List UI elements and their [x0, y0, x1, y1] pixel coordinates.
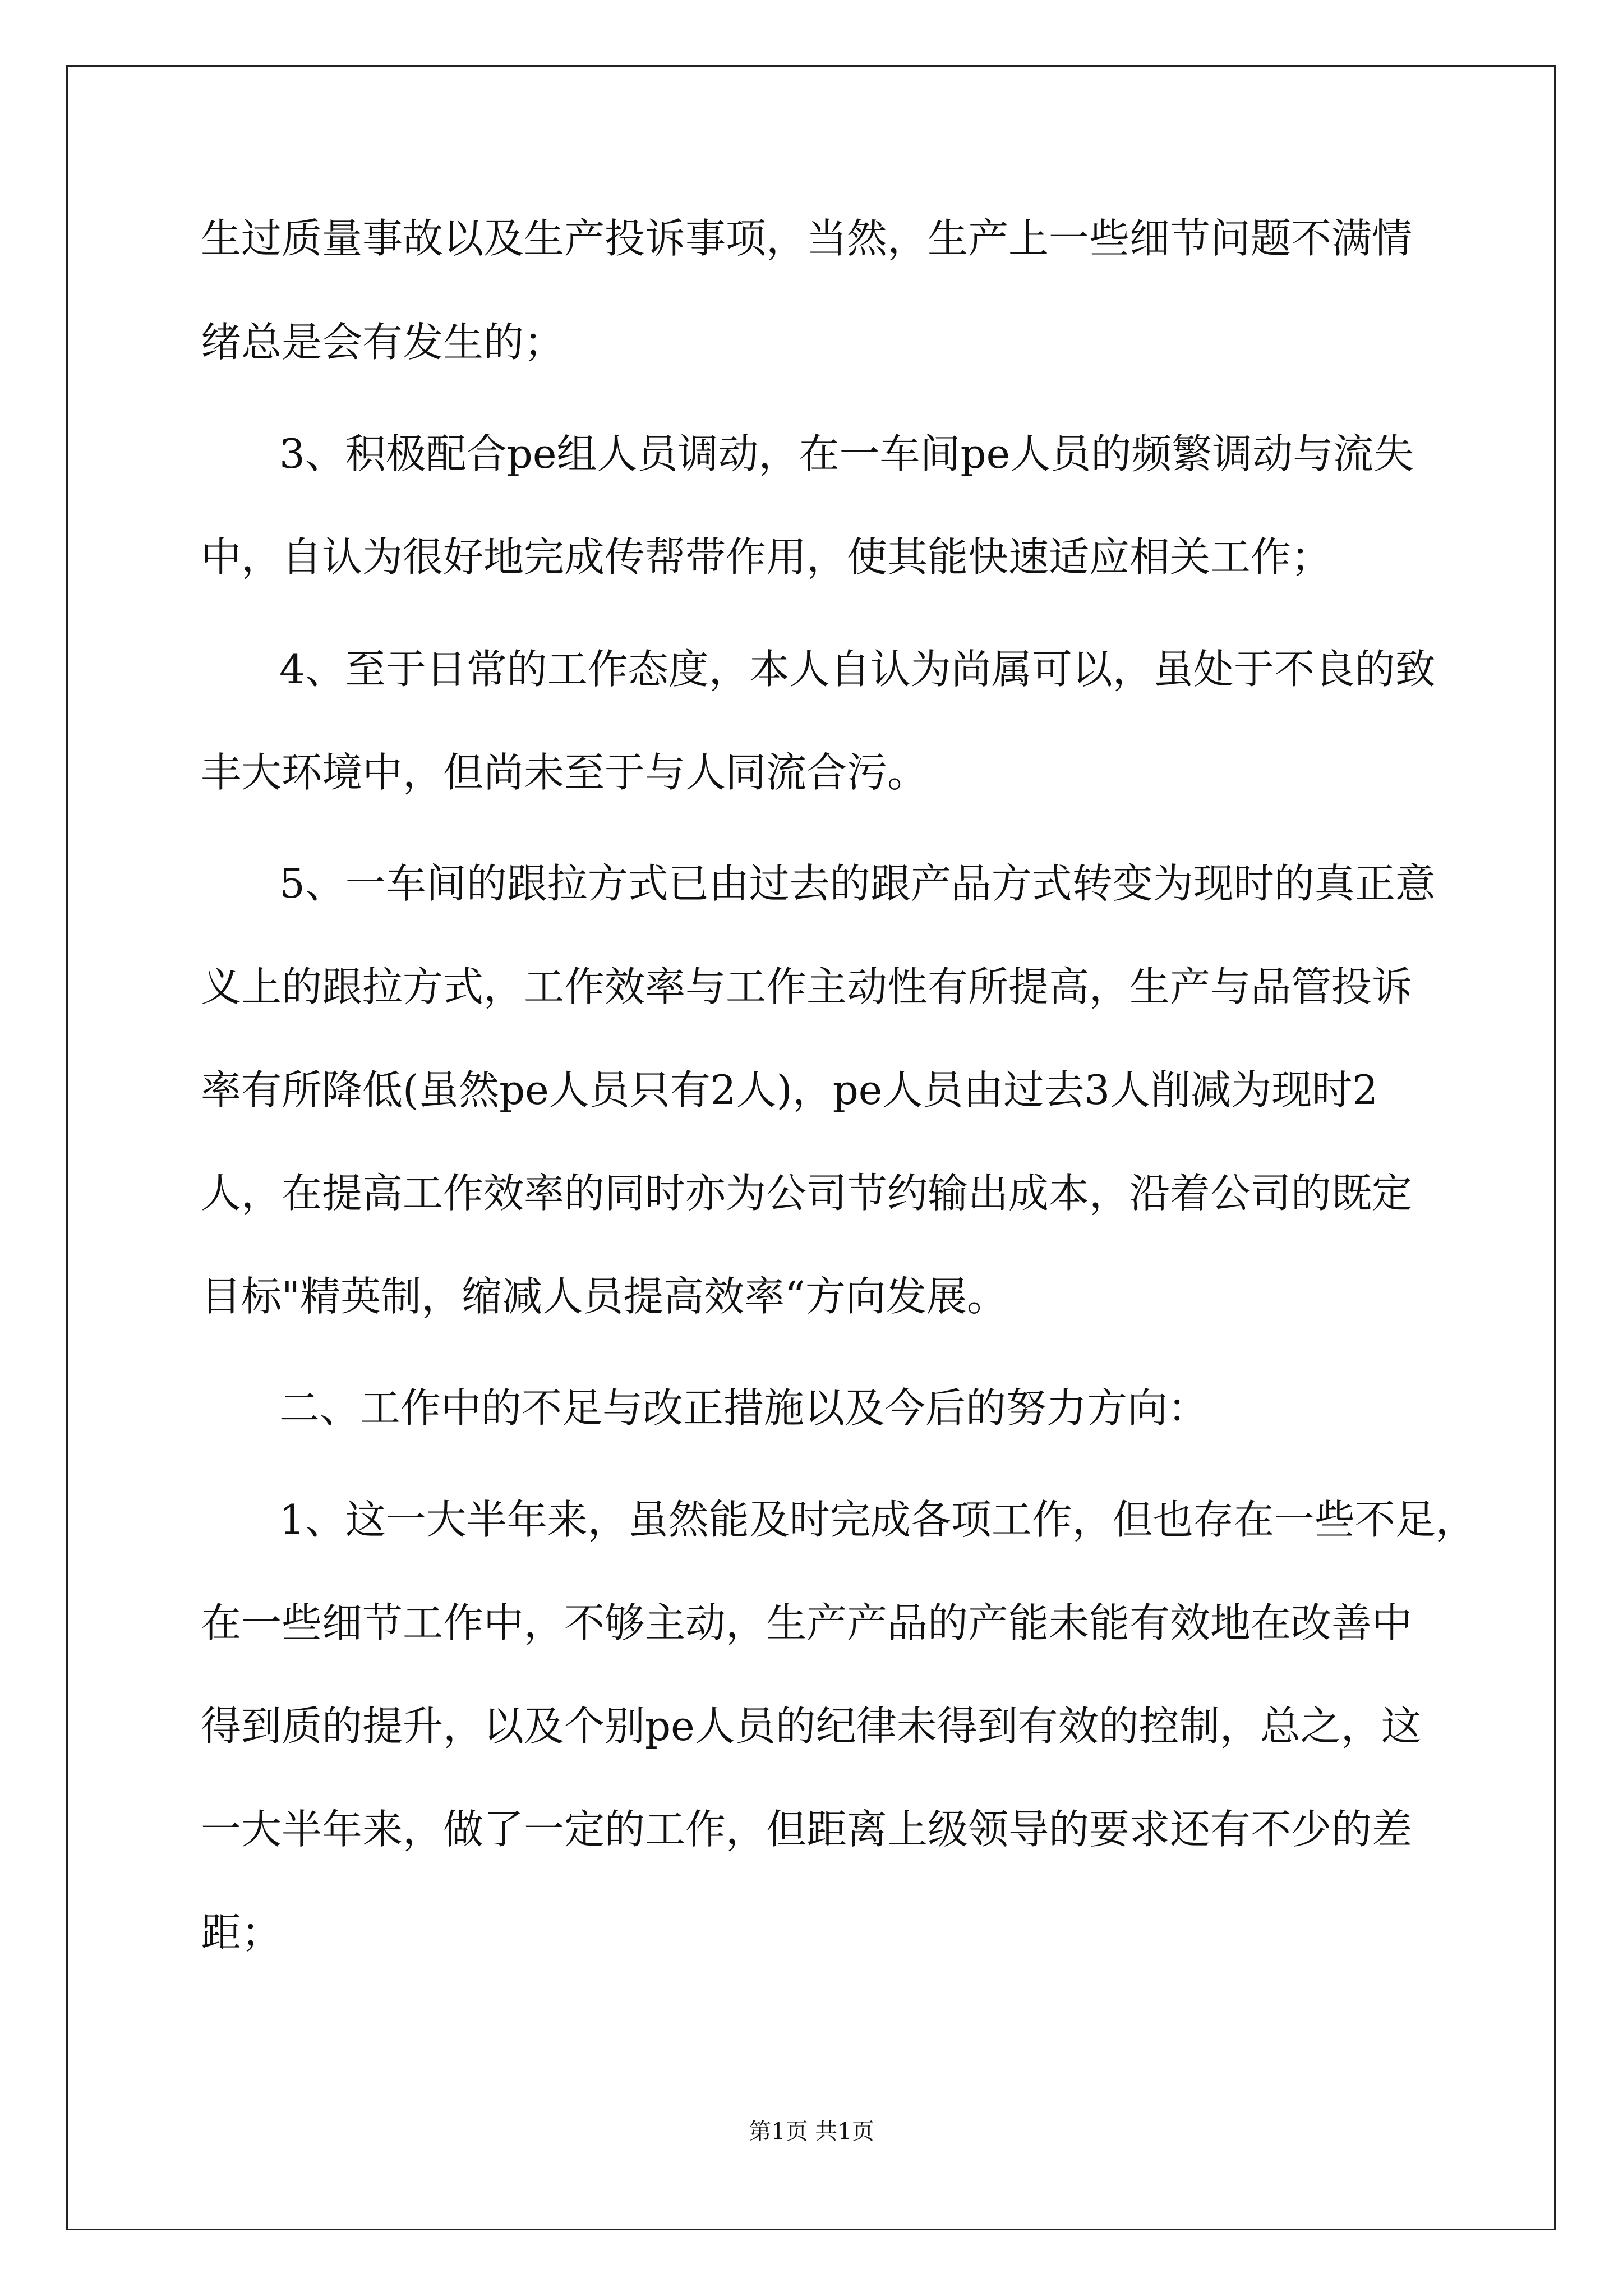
text-line: 率有所降低(虽然pe人员只有2人)，pe人员由过去3人削减为现时2 — [201, 1066, 1378, 1114]
text-line: 4、至于日常的工作态度，本人自认为尚属可以，虽处于不良的致 — [279, 646, 1436, 693]
text-line: 得到质的提升，以及个别pe人员的纪律未得到有效的控制，总之，这 — [201, 1703, 1422, 1750]
text-line: 义上的跟拉方式，工作效率与工作主动性有所提高，生产与品管投诉 — [201, 963, 1413, 1010]
text-line: 3、积极配合pe组人员调动，在一车间pe人员的频繁调动与流失 — [279, 430, 1414, 477]
text-line: 距； — [201, 1909, 282, 1956]
page-number: 第1页 共1页 — [749, 2119, 874, 2145]
section-heading: 二、工作中的不足与改正措施以及今后的努力方向： — [279, 1384, 1209, 1432]
text-line: 目标"精英制，缩减人员提高效率“方向发展。 — [201, 1273, 1007, 1320]
text-line: 中，自认为很好地完成传帮带作用，使其能快速适应相关工作； — [201, 533, 1332, 581]
text-line: 丰大环境中，但尚未至于与人同流合污。 — [201, 749, 928, 796]
text-line: 人，在提高工作效率的同时亦为公司节约输出成本，沿着公司的既定 — [201, 1170, 1413, 1217]
text-line: 5、一车间的跟拉方式已由过去的跟产品方式转变为现时的真正意 — [279, 860, 1436, 907]
text-line: 生过质量事故以及生产投诉事项，当然，生产上一些细节问题不满情 — [201, 215, 1413, 262]
text-line: 1、这一大半年来，虽然能及时完成各项工作，但也存在一些不足， — [279, 1496, 1476, 1543]
text-line: 在一些细节工作中，不够主动，生产产品的产能未能有效地在改善中 — [201, 1599, 1413, 1646]
text-line: 一大半年来，做了一定的工作，但距离上级领导的要求还有不少的差 — [201, 1806, 1413, 1853]
page-border — [66, 65, 1556, 2230]
text-line: 绪总是会有发生的； — [201, 319, 565, 366]
